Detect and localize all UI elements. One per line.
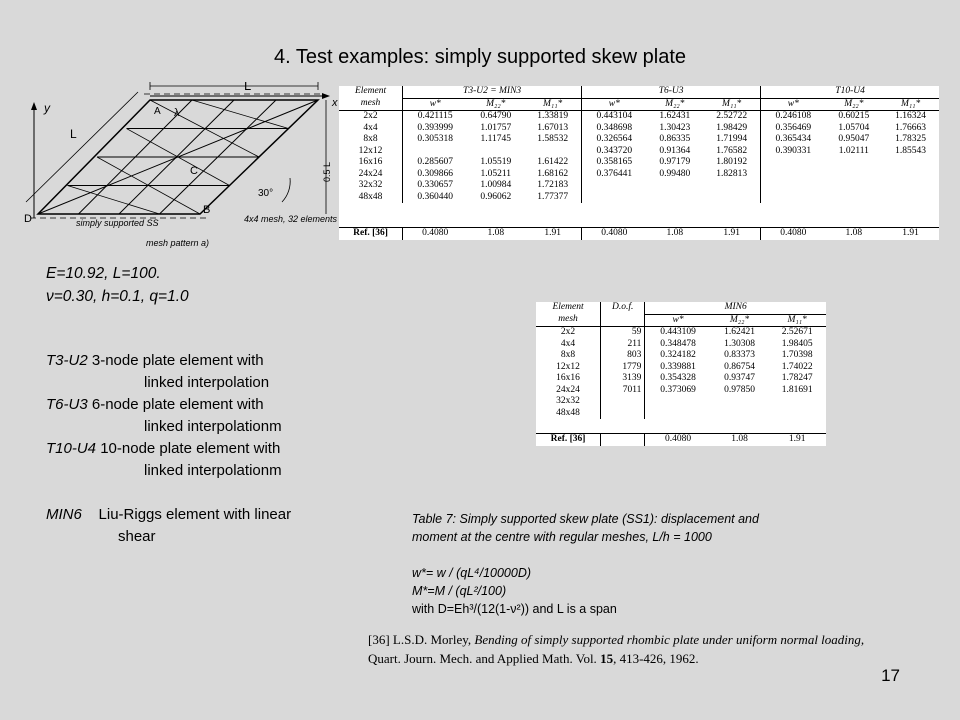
table-cell: 1.00984 [480, 180, 512, 190]
table-cell: 1.33819 [524, 111, 582, 123]
table-cell: 0.421115 [417, 111, 453, 121]
results-table-min6 [536, 302, 826, 446]
table-cell: 0.443104 [596, 111, 633, 121]
col-mesh: mesh [536, 314, 601, 327]
table-row [536, 408, 826, 420]
table-cell [825, 169, 882, 181]
col-dof: D.o.f. [601, 302, 645, 314]
label-mesh-note: 4x4 mesh, 32 elements [244, 214, 338, 224]
table-cell: 0.91364 [659, 145, 691, 156]
table-cell: 1.80192 [703, 157, 761, 169]
table-cell [582, 180, 647, 192]
results-table-main [339, 86, 939, 240]
table-cell: 1.62421 [724, 327, 755, 337]
table-cell: 2x2 [536, 327, 601, 339]
table-cell: 0.64790 [480, 111, 512, 121]
label-lambda: λ [174, 107, 180, 119]
table-cell [601, 396, 645, 408]
table-cell: 1.71994 [703, 134, 761, 146]
table-cell: 1.74022 [781, 361, 813, 372]
table-cell [711, 396, 769, 408]
table-cell: 1.70398 [781, 350, 813, 360]
group-header: MIN6 [724, 302, 747, 312]
table-cell: 1.72183 [524, 180, 582, 192]
table-cell: 0.95047 [838, 134, 870, 144]
table-cell [645, 396, 711, 408]
table-row [339, 169, 939, 181]
subheader: w* [645, 314, 711, 327]
label-angle: 30° [258, 188, 274, 199]
table-cell: 59 [601, 327, 645, 339]
table-cell [703, 192, 761, 204]
subheader: w* [582, 98, 647, 111]
def-cont: linked interpolationm [144, 418, 282, 435]
table-row [339, 180, 939, 192]
table-cell: 24x24 [339, 169, 403, 181]
table-cell: 16x16 [339, 157, 403, 169]
label-L-top: L [244, 82, 252, 93]
ref-cell: 1.08 [467, 228, 524, 240]
subheader: M₂₂* [646, 98, 703, 111]
table-cell: 1.98405 [781, 338, 813, 349]
ref-cell: 1.91 [703, 228, 761, 240]
table-cell: 0.324182 [660, 350, 696, 360]
ref-cell: Ref. [36] [339, 228, 403, 240]
table-cell: 1.05704 [838, 122, 870, 133]
table-cell [403, 146, 468, 158]
params-line-2: ν=0.30, h=0.1, q=1.0 [46, 288, 189, 305]
table-cell [768, 396, 826, 408]
table-cell [646, 180, 703, 192]
def-item: T10-U4 10-node plate element with [46, 440, 281, 457]
table-cell: 0.99480 [659, 168, 691, 179]
table-cell: 12x12 [536, 362, 601, 374]
table-cell: 7011 [601, 385, 645, 397]
table-cell [882, 192, 939, 204]
table-row [536, 362, 826, 374]
table-cell [761, 169, 826, 181]
group-header: T3-U2 = MIN3 [403, 86, 582, 98]
table-cell: 4x4 [536, 339, 601, 351]
table-cell: 2.52671 [781, 327, 813, 337]
table-cell: 0.373069 [660, 384, 696, 395]
table-row [339, 134, 939, 146]
table-cell: 211 [601, 339, 645, 351]
table-cell: 0.358165 [596, 157, 633, 167]
def-item: T3-U2 3-node plate element with [46, 352, 264, 369]
label-B: B [203, 204, 211, 216]
table-row [536, 339, 826, 351]
table-row [536, 327, 826, 339]
table-cell [601, 408, 645, 420]
ref-cell [601, 434, 645, 446]
label-pattern: mesh pattern a) [146, 238, 210, 248]
def-item: T6-U3 6-node plate element with [46, 396, 264, 413]
table-cell: 1.78325 [895, 134, 927, 144]
ref-cell: 0.4080 [403, 228, 468, 240]
table-cell: 0.326564 [596, 134, 633, 144]
label-D: D [24, 213, 32, 225]
ref-cell: 1.91 [524, 228, 582, 240]
col-element: Element [536, 302, 601, 314]
table-cell: 1.30423 [659, 122, 691, 133]
table-cell: 8x8 [339, 134, 403, 146]
table-cell: 1.85543 [895, 145, 927, 156]
col-mesh: mesh [339, 98, 403, 111]
table-cell: 0.330657 [417, 180, 454, 190]
table-cell: 1.81691 [781, 384, 813, 395]
label-L-left: L [70, 127, 77, 141]
table-cell: 0.348478 [660, 338, 696, 349]
table-caption: Table 7: Simply supported skew plate (SS1): displacement and moment at the centre with regular meshes, L/h = 1000 w*= w / (qL⁴/10000D) M*=M / (qL²/100) with D=Eh³/(12(1-ν²)) and L is a span [412, 512, 759, 616]
table-cell: 8x8 [536, 350, 601, 362]
table-cell: 0.96062 [480, 191, 512, 202]
table-cell: 4x4 [339, 123, 403, 135]
ref-cell: 1.91 [882, 228, 939, 240]
col-element: Element [339, 86, 403, 98]
table-cell: 1.05211 [480, 168, 512, 179]
table-row [339, 192, 939, 204]
subheader: M₂₂* [825, 98, 882, 111]
table-cell [582, 192, 647, 204]
table-cell [703, 180, 761, 192]
subheader: M₂₂* [711, 314, 769, 327]
table-cell: 32x32 [536, 396, 601, 408]
table-cell [768, 408, 826, 420]
table-cell: 1.30308 [724, 338, 755, 349]
table-cell: 1.68162 [524, 169, 582, 181]
ref-cell: Ref. [36] [536, 434, 601, 446]
group-header: T10-U4 [835, 86, 865, 96]
def-cont: shear [118, 528, 156, 545]
table-cell [825, 157, 882, 169]
ref-cell: 1.08 [646, 228, 703, 240]
table-cell [825, 192, 882, 204]
table-cell: 1.61422 [524, 157, 582, 169]
table-cell: 0.356469 [775, 122, 812, 133]
table-cell [467, 146, 524, 158]
label-support: simply supported SS [76, 218, 159, 228]
table-cell: 0.86335 [659, 134, 691, 144]
ref-cell: 1.08 [711, 434, 769, 446]
table-row [536, 396, 826, 408]
table-cell [711, 408, 769, 420]
table-cell: 48x48 [536, 408, 601, 420]
table-cell: 0.97179 [659, 157, 691, 167]
table-cell [825, 180, 882, 192]
table-cell: 0.86754 [724, 361, 755, 372]
table-cell: 48x48 [339, 192, 403, 204]
def-cont: linked interpolation [144, 374, 270, 391]
subheader: M₁₁* [703, 98, 761, 111]
table-cell: 1.01757 [480, 122, 512, 133]
subheader: M₁₁* [524, 98, 582, 111]
label-x: x [332, 97, 338, 109]
page-number: 17 [881, 666, 900, 685]
label-y: y [44, 101, 50, 115]
table-cell [882, 169, 939, 181]
table-cell: 1.98429 [703, 123, 761, 135]
def-item: MIN6 Liu-Riggs element with linear [46, 506, 292, 523]
ref-cell: 1.08 [825, 228, 882, 240]
group-header: T6-U3 [582, 86, 761, 98]
table-cell: 1.77377 [524, 192, 582, 204]
table-cell: 1.16324 [895, 111, 927, 121]
table-cell: 0.305318 [417, 134, 454, 144]
subheader: M₁₁* [882, 98, 939, 111]
table-cell: 803 [601, 350, 645, 362]
table-cell: 0.60215 [838, 111, 870, 121]
subheader: M₂₂* [467, 98, 524, 111]
table-cell [761, 180, 826, 192]
table-row [339, 123, 939, 135]
table-cell: 0.246108 [775, 111, 812, 121]
table-cell: 0.376441 [596, 168, 633, 179]
table-cell: 1.05519 [480, 157, 512, 167]
table-row [536, 385, 826, 397]
subheader: w* [403, 98, 468, 111]
ref-cell: 0.4080 [645, 434, 711, 446]
table-cell: 0.348698 [596, 122, 633, 133]
table-cell: 32x32 [339, 180, 403, 192]
label-A: A [154, 106, 161, 117]
table-cell: 0.93747 [724, 373, 755, 383]
table-cell: 1.67013 [524, 123, 582, 135]
table-cell [645, 408, 711, 420]
subheader: w* [761, 98, 826, 111]
table-cell: 1.11745 [480, 134, 512, 144]
table-cell: 1.76582 [703, 146, 761, 158]
table-cell: 12x12 [339, 146, 403, 158]
table-cell: 16x16 [536, 373, 601, 385]
table-cell [524, 146, 582, 158]
table-cell: 1.58532 [524, 134, 582, 146]
table-cell: 1779 [601, 362, 645, 374]
table-cell: 1.78247 [781, 373, 813, 383]
table-cell: 0.343720 [596, 145, 633, 156]
table-row [339, 146, 939, 158]
table-row [536, 350, 826, 362]
table-cell: 0.339881 [660, 361, 696, 372]
table-cell: 0.354328 [660, 373, 696, 383]
params-line-1: E=10.92, L=100. [46, 265, 161, 282]
table-cell [882, 157, 939, 169]
label-C: C [190, 165, 198, 177]
label-thickness: 0.5 L [322, 161, 332, 182]
table-cell: 0.393999 [417, 122, 454, 133]
def-cont: linked interpolationm [144, 462, 282, 479]
table-cell: 0.360440 [417, 191, 454, 202]
table-row [339, 111, 939, 123]
table-row [339, 157, 939, 169]
table-cell: 0.97850 [724, 384, 755, 395]
table-cell: 2.52722 [703, 111, 761, 123]
table-cell [646, 192, 703, 204]
table-cell [761, 157, 826, 169]
element-definitions [46, 350, 376, 548]
table-cell: 2x2 [339, 111, 403, 123]
parameters [46, 262, 189, 308]
table-row [536, 373, 826, 385]
ref-cell: 0.4080 [582, 228, 647, 240]
reference: [36] L.S.D. Morley, Bending of simply supported rhombic plate under uniform normal loading, Quart. Journ. Mech. and Applied Math. Vol. 15, 413-426, 1962. [368, 632, 865, 666]
ref-cell: 0.4080 [761, 228, 826, 240]
table-cell: 0.390331 [775, 145, 812, 156]
table-cell: 0.365434 [775, 134, 812, 144]
ref-cell: 1.91 [768, 434, 826, 446]
table-cell: 0.443109 [660, 327, 696, 337]
table-cell: 3139 [601, 373, 645, 385]
table-cell [761, 192, 826, 204]
table-cell: 1.82813 [703, 169, 761, 181]
skew-plate-figure [20, 82, 340, 258]
slide-title: 4. Test examples: simply supported skew plate [273, 46, 687, 68]
table-cell: 1.76663 [895, 122, 927, 133]
table-cell: 0.309866 [417, 168, 454, 179]
table-cell [882, 180, 939, 192]
table-cell: 1.62431 [659, 111, 691, 121]
table-cell: 0.83373 [724, 350, 755, 360]
table-cell: 0.285607 [417, 157, 454, 167]
subheader: M₁₁* [768, 314, 826, 327]
table-cell: 24x24 [536, 385, 601, 397]
table-cell: 1.02111 [838, 145, 869, 156]
